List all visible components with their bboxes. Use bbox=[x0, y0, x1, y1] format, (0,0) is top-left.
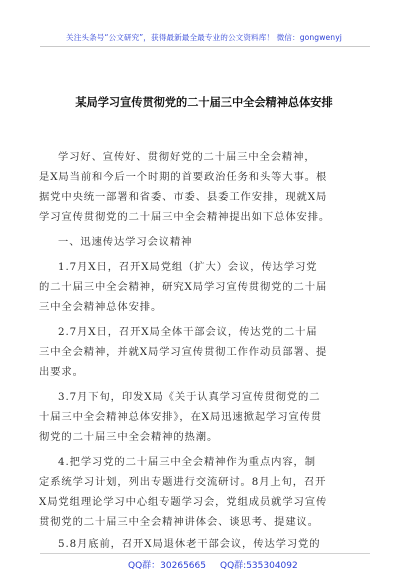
body-line: X局党组理论学习中心组专题学习会，党组成员就学习宣传 bbox=[39, 496, 328, 508]
body-line: 的二十届三中全会精神，研究X局学习宣传贯彻党的二十届 bbox=[39, 281, 328, 293]
body-line: 5.8月底前，召开X局退休老干部会议，传达学习党的 bbox=[58, 538, 321, 550]
body-line: 彻党的二十届三中全会精神的热潮。 bbox=[39, 431, 219, 443]
body-line: 据党中央统一部署和省委、市委、县委工作安排，现就X局 bbox=[39, 191, 328, 203]
body-line: 出要求。 bbox=[39, 366, 84, 378]
body-line: 学习好、宣传好、贯彻好党的二十届三中全会精神， bbox=[58, 151, 316, 163]
body-line: 定系统学习计划，列出专题进行交流研讨。8月上旬，召开 bbox=[39, 476, 327, 488]
body-line: 3.7月下旬，印发X局《关于认真学习宣传贯彻党的二 bbox=[58, 391, 321, 403]
footer-qq-group-2: QQ群:535304092 bbox=[220, 561, 298, 571]
body-line: 贯彻党的二十届三中全会精神讲体会、谈思考、提建议。 bbox=[39, 516, 319, 528]
section-heading: 一、迅速传达学习会议精神 bbox=[58, 236, 193, 248]
body-line: 是X局当前和今后一个时期的首要政治任务和头等大事。根 bbox=[39, 171, 328, 183]
body-line: 学习宣传贯彻党的二十届三中全会精神提出如下总体安排。 bbox=[39, 211, 331, 223]
footer-divider bbox=[40, 553, 370, 554]
footer-qq-group-1: QQ群：30265665 bbox=[128, 561, 206, 571]
top-divider bbox=[40, 46, 370, 47]
body-line: 1.7月X日，召开X局党组（扩大）会议，传达学习党 bbox=[58, 261, 318, 273]
document-title: 某局学习宣传贯彻党的二十届三中全会精神总体安排 bbox=[75, 95, 333, 109]
body-line: 三中全会精神总体安排。 bbox=[39, 301, 163, 313]
body-line: 4.把学习党的二十届三中全会精神作为重点内容，制 bbox=[58, 456, 316, 468]
body-line: 2.7月X日，召开X局全体干部会议，传达党的二十届 bbox=[58, 326, 318, 338]
top-banner: 关注头条号“公文研究”，获得最新最全最专业的公文资料库！ 微信：gongwenyj bbox=[66, 33, 342, 42]
body-line: 三中全会精神，并就X局学习宣传贯彻工作作动员部署、提 bbox=[39, 346, 328, 358]
body-line: 十届三中全会精神总体安排》，在X局迅速掀起学习宣传贯 bbox=[39, 411, 323, 423]
